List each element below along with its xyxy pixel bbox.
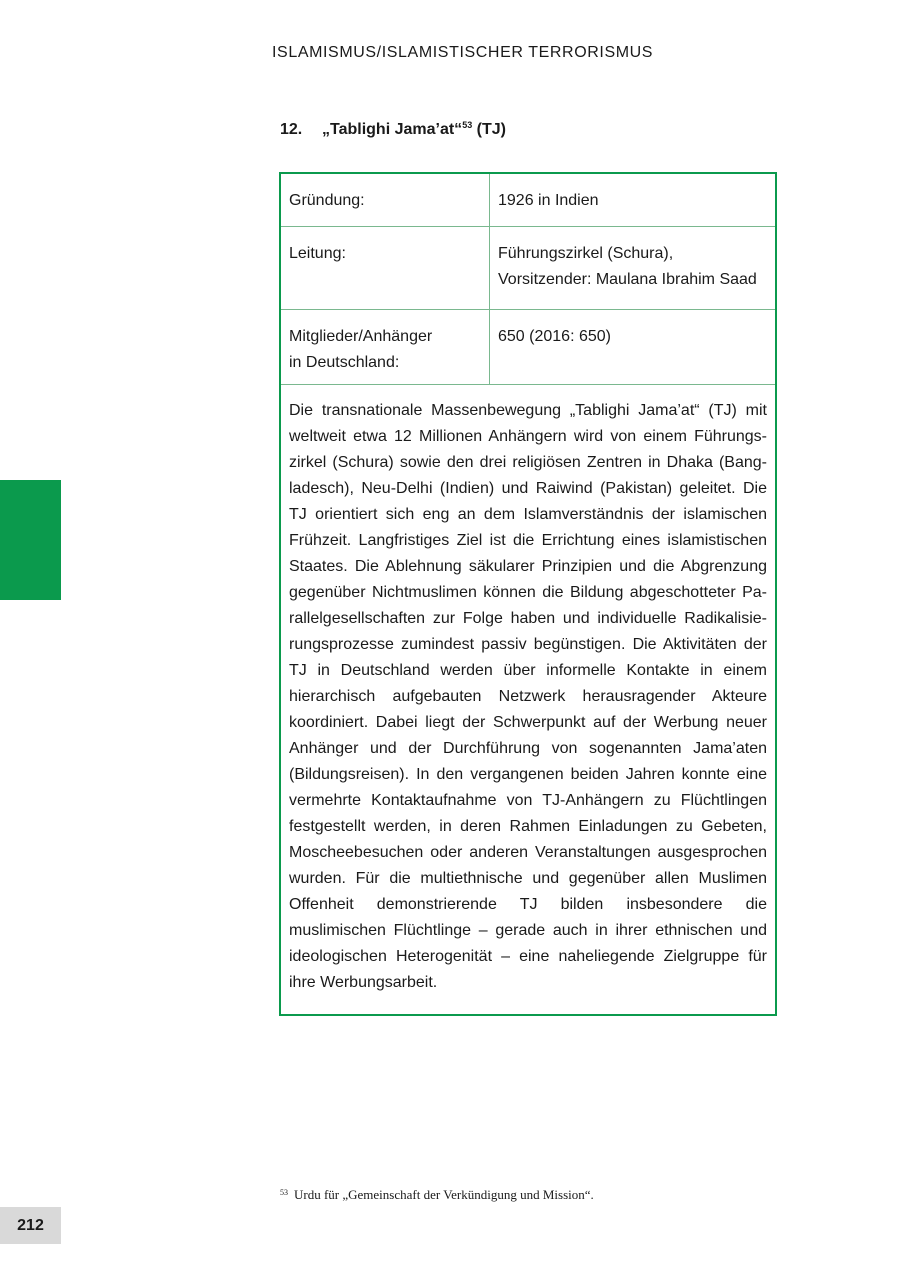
- founding-value: 1926 in Indien: [498, 192, 599, 209]
- footnote-number: 53: [280, 1188, 288, 1197]
- members-label-line1: Mitglieder/Anhänger: [289, 328, 433, 345]
- profile-row-members: [281, 310, 775, 385]
- profile-row-leadership: [281, 227, 775, 310]
- profile-box: [279, 172, 777, 1016]
- members-value: 650 (2016: 650): [498, 328, 611, 345]
- profile-row-founding: [281, 174, 775, 227]
- leadership-value: [490, 227, 775, 309]
- members-label: [281, 310, 490, 384]
- footnote-text: Urdu für „Gemeinschaft der Verkündigung und Mission“.: [294, 1187, 594, 1202]
- section-title-suffix: (TJ): [472, 121, 506, 138]
- description-text: Die transnationale Massenbewegung „Tablighi Jama’at“ (TJ) mit weltweit etwa 12 Millionen Anhängern wird von einem Führungszirkel (Schura) sowie den drei religiösen Zentren in Dhaka (Bangladesch), Neu-Delhi (Indien) und Raiwind (Pakistan) geleitet. Die TJ orientiert sich eng an dem Islamverständnis der islamischen Frühzeit. Langfristiges Ziel ist die Errichtung eines islamistischen Staates. Die Ablehnung säkularer Prinzipien und die Abgrenzung gegenüber Nichtmuslimen können die Bildung abgeschotteter Parallelgesellschaften zur Folge haben und individuelle Radikalisierungsprozesse zumindest passiv begünstigen. Die Aktivitäten der TJ in Deutschland werden über informelle Kontakte in einem hierarchisch aufgebauten Netzwerk herausragender Akteure koordiniert. Dabei liegt der Schwerpunkt auf der Werbung neuer Anhänger und der Durchführung von sogenannten Jama’aten (Bildungsreisen). In den vergangenen beiden Jahren konnte eine vermehrte Kontaktaufnahme von TJ-Anhängern zu Flüchtlingen festgestellt werden, in deren Rahmen Einladungen zu Gebeten, Moscheebesuchen oder anderen Veranstaltungen ausgesprochen wurden. Für die multiethnische und gegenüber allen Muslimen Offenheit demonstrierende TJ bilden insbesondere die muslimischen Flüchtlinge – gerade auch in ihrer ethnischen und ideologischen Heterogenität – eine naheliegende Zielgruppe für ihre Werbungsarbeit.: [289, 402, 767, 991]
- leadership-label: Leitung:: [281, 227, 490, 309]
- leadership-value-line2: Vorsitzender: Maulana Ibrahim Saad: [498, 271, 757, 288]
- running-header: ISLAMISMUS/ISLAMISTISCHER TERRORISMUS: [272, 44, 654, 61]
- section-title: „Tablighi Jama’at“: [322, 121, 463, 138]
- footnote-reference[interactable]: 53: [462, 120, 473, 130]
- page-number: 212: [0, 1207, 61, 1244]
- chapter-side-tab: [0, 480, 61, 600]
- founding-label: Gründung:: [281, 174, 490, 226]
- leadership-value-line1: Führungszirkel (Schura),: [498, 245, 674, 262]
- footnote: [280, 1187, 594, 1203]
- section-heading: [280, 120, 506, 139]
- members-label-line2: in Deutschland:: [289, 354, 400, 371]
- section-number: 12.: [280, 121, 303, 138]
